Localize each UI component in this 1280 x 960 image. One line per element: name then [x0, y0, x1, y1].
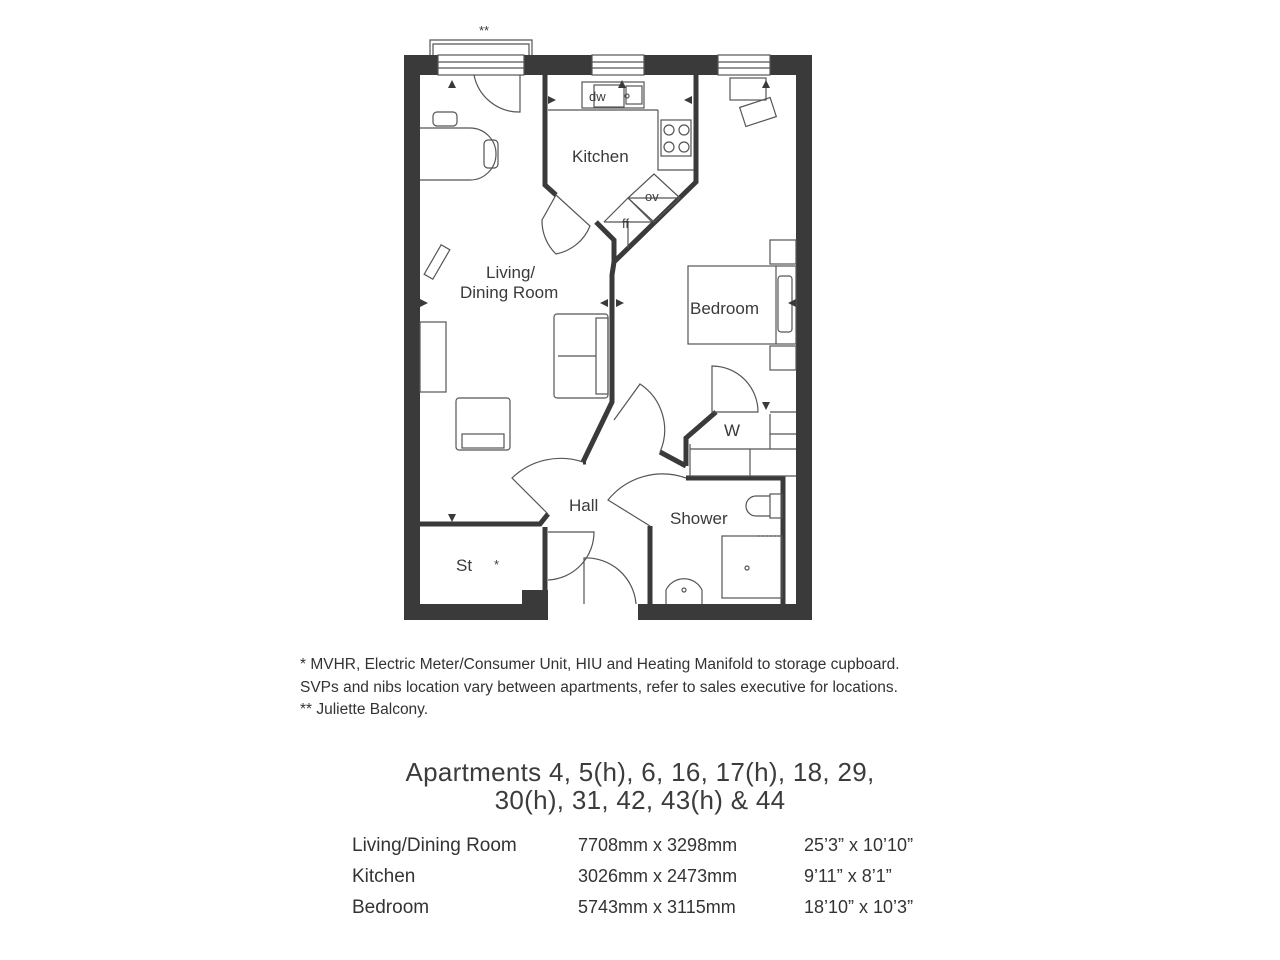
living-label-line1: Living/	[486, 263, 536, 282]
room-name: Kitchen	[352, 865, 416, 887]
hall-label: Hall	[569, 496, 599, 515]
shower-label: Shower	[670, 509, 728, 528]
kitchen-label: Kitchen	[572, 147, 629, 166]
dimensions-table	[352, 830, 913, 923]
bedroom-furniture	[688, 78, 796, 370]
metric-size: 3026mm x 2473mm	[578, 866, 738, 886]
metric-size: 5743mm x 3115mm	[578, 897, 736, 917]
balcony-marker: **	[479, 23, 490, 38]
juliette-balcony	[430, 40, 532, 55]
imperial-size: 18’10” x 10’3”	[804, 897, 914, 917]
dishwasher-label: dw	[589, 89, 606, 104]
imperial-size: 25’3” x 10’10”	[804, 835, 914, 855]
table-row	[352, 830, 913, 861]
metric-size: 7708mm x 3298mm	[578, 835, 738, 855]
note-line: SVPs and nibs location vary between apartments, refer to sales executive for locations.	[300, 678, 898, 696]
table-row	[352, 892, 913, 923]
table-row	[352, 861, 913, 892]
bedroom-label: Bedroom	[690, 299, 759, 318]
room-name: Living/Dining Room	[352, 834, 517, 856]
fridge-freezer-label: ff	[622, 216, 629, 231]
apartments-title-line1: Apartments 4, 5(h), 6, 16, 17(h), 18, 29,	[405, 757, 875, 787]
store-label: St	[456, 556, 473, 575]
note-line: ** Juliette Balcony.	[300, 701, 429, 718]
oven-label: ov	[645, 189, 659, 204]
windows	[438, 55, 770, 75]
room-name: Bedroom	[352, 896, 430, 918]
apartments-title-line2: 30(h), 31, 42, 43(h) & 44	[494, 785, 786, 815]
wardrobe-label: W	[724, 421, 741, 440]
notes	[300, 654, 900, 722]
living-label-line2: Dining Room	[460, 283, 559, 302]
note-line: * MVHR, Electric Meter/Consumer Unit, HIU and Heating Manifold to storage cupboard.	[300, 656, 900, 673]
imperial-size: 9’11” x 8’1”	[804, 866, 892, 886]
store-marker: *	[494, 557, 500, 572]
